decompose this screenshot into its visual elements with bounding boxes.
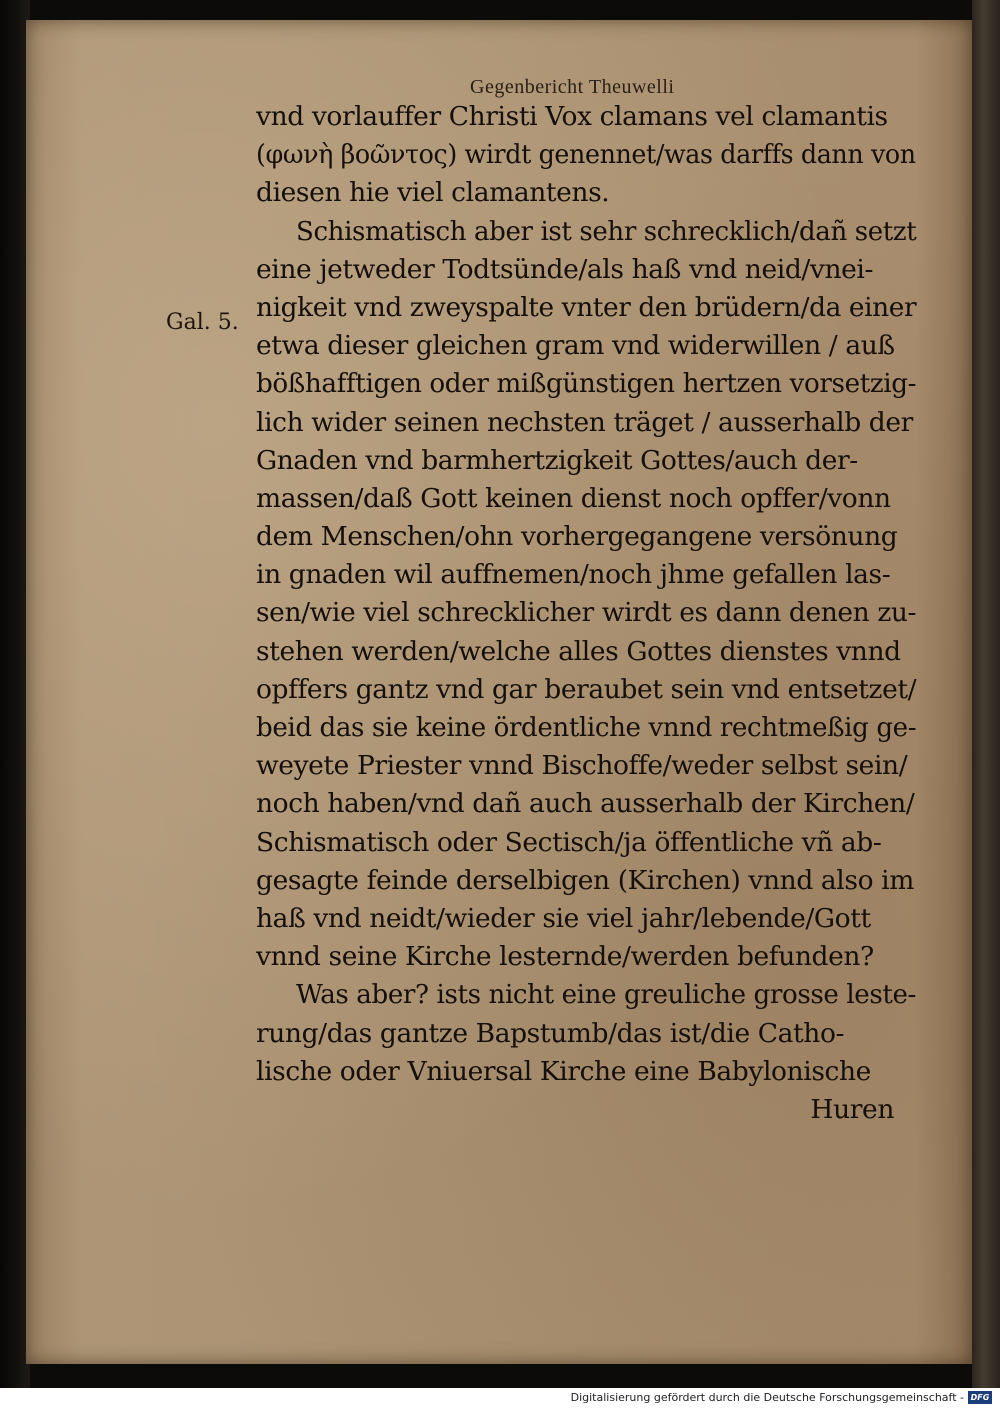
text-line: stehen werden/welche alles Gottes dienstes vnnd [256,635,901,667]
text-line: gesagte feinde derselbigen (Kirchen) vnnd also im [256,864,914,896]
text-line: sen/wie viel schrecklicher wirdt es dann denen zu- [256,597,917,629]
text-line: in gnaden wil auffnemen/noch jhme gefallen las- [256,559,891,591]
text-line: Huren [810,1093,894,1125]
text-line: etwa dieser gleichen gram vnd widerwillen / auß [256,330,895,362]
text-line: Schismatisch aber ist sehr schrecklich/dañ setzt [296,215,917,247]
running-head: Gegenbericht Theuwelli [470,76,675,98]
margin-note: Gal. 5. [166,310,239,335]
text-line: beid das sie keine ördentliche vnnd rechtmeßig ge- [256,712,917,743]
page-edge [972,0,1000,1388]
text-line: nigkeit vnd zweyspalte vnter den brüdern/da einer [256,291,917,323]
text-line: vnd vorlauffer Christi Vox clamans vel clamantis [256,101,888,132]
footer-bar [0,1388,1000,1408]
text-line: eine jetweder Todtsünde/als haß vnd neid/vnei- [256,253,874,285]
text-line: massen/daß Gott keinen dienst noch opffer/vonn [256,482,891,514]
text-line: Was aber? ists nicht eine greuliche grosse leste- [296,979,916,1011]
body-text [256,98,916,1129]
text-line: lich wider seinen nechsten träget / ausserhalb der [256,406,913,438]
text-line: lische oder Vniuersal Kirche eine Babylonische [256,1055,871,1087]
footer-credit: Digitalisierung gefördert durch die Deutsche Forschungsgemeinschaft - [570,1391,964,1404]
text-line: dem Menschen/ohn vorhergegangene versönung [256,521,898,553]
dfg-logo: DFG [968,1391,992,1404]
text-line: Gnaden vnd barmhertzigkeit Gottes/auch der- [256,444,858,476]
text-line: vnnd seine Kirche lesternde/werden befunden? [256,941,874,973]
text-line: Schismatisch oder Sectisch/ja öffentliche vñ ab- [256,826,882,858]
text-line: bößhafftigen oder mißgünstigen hertzen vorsetzig- [256,368,917,400]
text-line: (φωνὴ βοῶντος) wirdt genennet/was darffs dann von [256,139,916,171]
text-line: rung/das gantze Bapstumb/das ist/die Catho- [256,1017,845,1049]
text-line: opffers gantz vnd gar beraubet sein vnd entsetzet/ [256,673,917,705]
text-line: haß vnd neidt/wieder sie viel jahr/lebende/Gott [256,902,871,934]
text-line: noch haben/vnd dañ auch ausserhalb der Kirchen/ [256,788,915,820]
text-line: weyete Priester vnnd Bischoffe/weder selbst sein/ [256,750,908,782]
text-line: diesen hie viel clamantens. [256,177,610,209]
